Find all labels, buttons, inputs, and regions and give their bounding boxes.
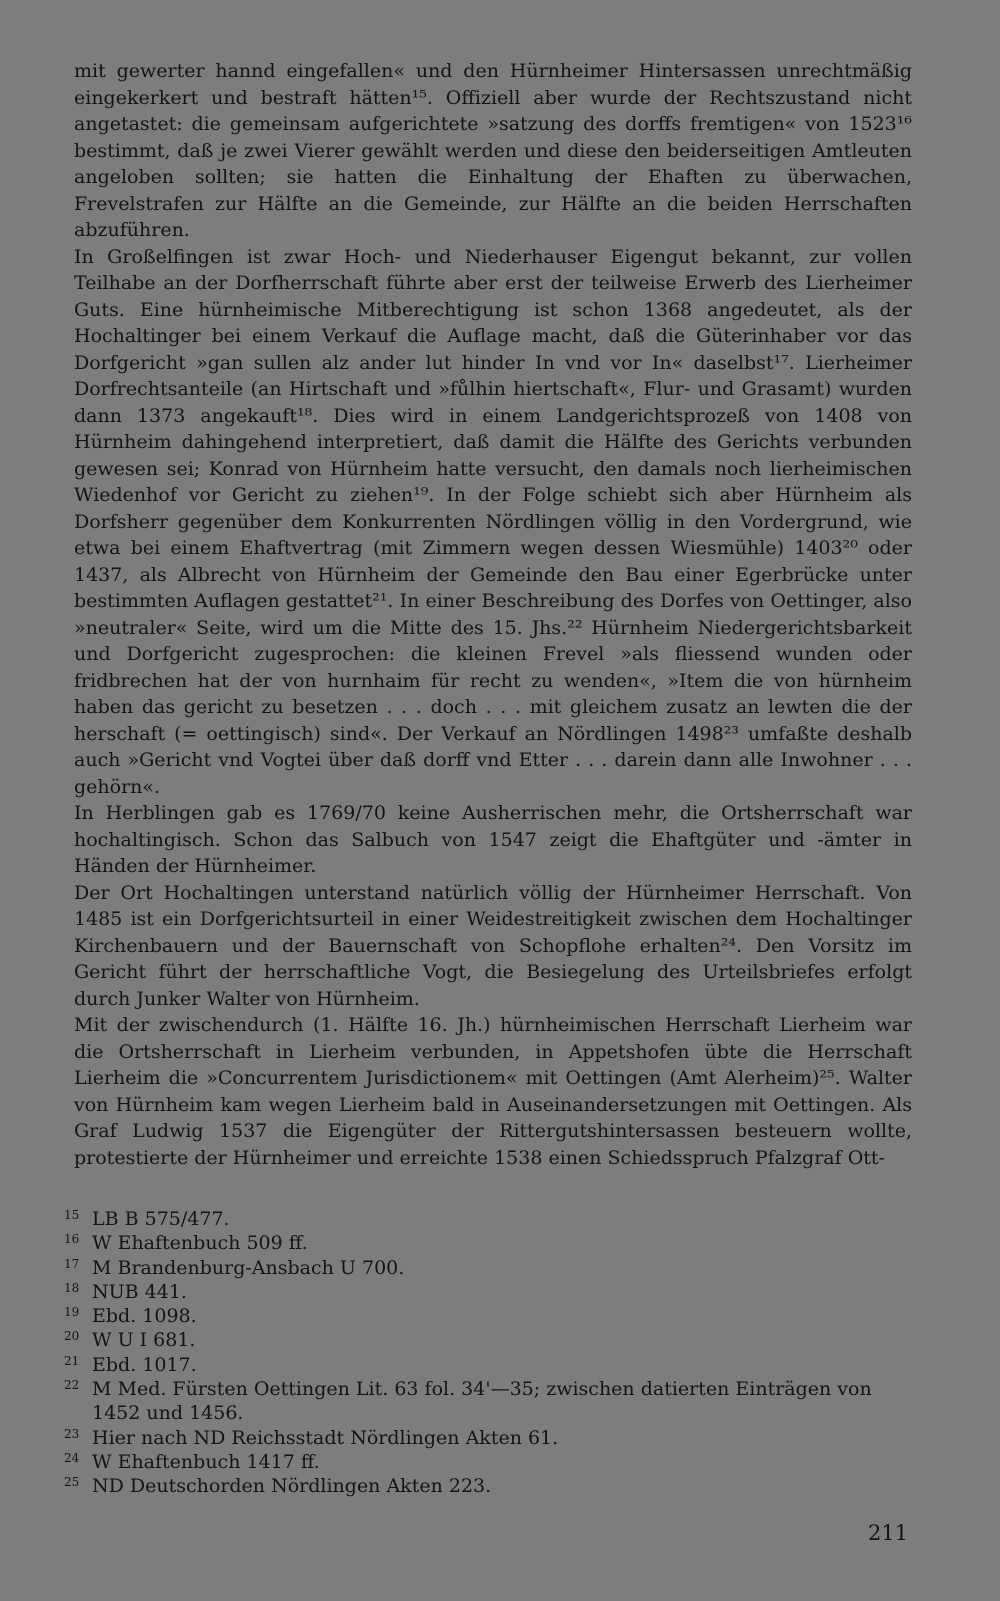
footnote-text: ND Deutschorden Nördlingen Akten 223. [92, 1475, 492, 1498]
footnote-text: Ebd. 1017. [92, 1353, 197, 1376]
footnote: 25 ND Deutschorden Nördlingen Akten 223. [64, 1475, 492, 1498]
footnote-text: W Ehaftenbuch 1417 ff. [92, 1450, 320, 1473]
footnote-text: Hier nach ND Reichsstadt Nördlingen Akten 61. [92, 1426, 559, 1449]
footnotes [64, 1207, 912, 1499]
body-text [74, 58, 912, 1171]
footnote-text: Ebd. 1098. [92, 1305, 197, 1328]
footnote: 19 Ebd. 1098. [64, 1305, 197, 1328]
footnote: 16 W Ehaftenbuch 509 ff. [64, 1232, 308, 1255]
paragraph: Der Ort Hochaltingen unterstand natürlich völlig der Hürnheimer Herrschaft. Von 1485 ist ein Dorfgerichtsurteil in einer Weidestreitigkeit zwischen dem Hochaltinger Kirchenbauern und der Bauernschaft von Schopflohe erhalten²⁴. Den Vorsitz im Gericht führt der herrschaftliche Vogt, die Besiegelung des Urteilsbriefes erfolgt durch Junker Walter von Hürnheim. [74, 881, 912, 1010]
paragraph: mit gewerter hannd eingefallen« und den Hürnheimer Hintersassen unrechtmäßig eingekerkert und bestraft hätten¹⁵. Offiziell aber wurde der Rechtszustand nicht angetastet: die gemeinsam aufgerichtete »satzung des dorffs fremtigen« von 1523¹⁶ bestimmt, daß je zwei Vierer gewählt werden und diese den beiderseitigen Amtleuten angeloben sollten; sie hatten die Einhaltung der Ehaften zu überwachen, Frevelstrafen zur Hälfte an die Gemeinde, zur Hälfte an die beiden Herrschaften abzuführen. [74, 60, 912, 241]
paragraph: In Herblingen gab es 1769/70 keine Ausherrischen mehr, die Ortsherrschaft war hochaltingisch. Schon das Salbuch von 1547 zeigt die Ehaftgüter und -ämter in Händen der Hürnheimer. [74, 802, 912, 877]
footnote: 20 W U I 681. [64, 1329, 196, 1352]
footnote: 23 Hier nach ND Reichsstadt Nördlingen Akten 61. [64, 1426, 559, 1449]
footnote: 22 M Med. Fürsten Oettingen Lit. 63 fol. 34'—35; zwischen datierten Einträgen von 1452 und 1456. [64, 1378, 872, 1425]
paragraph: Mit der zwischendurch (1. Hälfte 16. Jh.) hürnheimischen Herrschaft Lierheim war die Ortsherrschaft in Lierheim verbunden, in Appetshofen übte die Herrschaft Lierheim die »Concurrentem Jurisdictionem« mit Oettingen (Amt Alerheim)²⁵. Walter von Hürnheim kam wegen Lierheim bald in Auseinandersetzungen mit Oettingen. Als Graf Ludwig 1537 die Eigengüter der Rittergutshintersassen besteuern wollte, protestierte der Hürnheimer und erreichte 1538 einen Schiedsspruch Pfalzgraf Ott- [74, 1014, 912, 1169]
footnote: 21 Ebd. 1017. [64, 1353, 197, 1376]
footnote-text: W Ehaftenbuch 509 ff. [92, 1232, 308, 1255]
footnote-text: LB B 575/477. [92, 1208, 230, 1230]
footnote-text: M Brandenburg-Ansbach U 700. [92, 1256, 405, 1279]
footnote-text: W U I 681. [92, 1329, 196, 1352]
paragraph: In Großelfingen ist zwar Hoch- und Niederhauser Eigengut bekannt, zur vollen Teilhabe an der Dorfherrschaft führte aber erst der teilweise Erwerb des Lierheimer Guts. Eine hürnheimische Mitberechtigung ist schon 1368 angedeutet, als der Hochaltinger bei einem Verkauf die Auflage macht, daß die Güterinhaber vor das Dorfgericht »gan sullen alz ander lut hinder In vnd vor In« daselbst¹⁷. Lierheimer Dorfrechtsanteile (an Hirtschaft und »fůlhin hiertschaft«, Flur- und Grasamt) wurden dann 1373 angekauft¹⁸. Dies wird in einem Landgerichtsprozeß von 1408 von Hürnheim dahingehend interpretiert, daß damit die Hälfte des Gerichts verbunden gewesen sei; Konrad von Hürnheim hatte versucht, den damals noch lierheimischen Wiedenhof vor Gericht zu ziehen¹⁹. In der Folge schiebt sich aber Hürnheim als Dorfsherr gegenüber dem Konkurrenten Nördlingen völlig in den Vordergrund, wie etwa bei einem Ehaftvertrag (mit Zimmern wegen dessen Wiesmühle) 1403²⁰ oder 1437, als Albrecht von Hürnheim der Gemeinde den Bau einer Egerbrücke unter bestimmten Auflagen gestattet²¹. In einer Beschreibung des Dorfes von Oettinger, also »neutraler« Seite, wird um die Mitte des 15. Jhs.²² Hürnheim Niedergerichtsbarkeit und Dorfgericht zugesprochen: die kleinen Frevel »als fliessend wunden oder fridbrechen hat der von hurnhaim für recht zu wenden«, »Item die von hürnheim haben das gericht zu besetzen . . . doch . . . mit gleichem zusatz an lewten die der herschaft (= oettingisch) sind«. Der Verkauf an Nördlingen 1498²³ umfaßte deshalb auch »Gericht vnd Vogtei über daß dorff vnd Etter . . . darein dann alle Inwohner . . . gehörn«. [74, 245, 912, 798]
footnote-text: M Med. Fürsten Oettingen Lit. 63 fol. 34'—35; zwischen datierten Einträgen von 1452 und 1456. [92, 1378, 872, 1425]
footnote: 24 W Ehaftenbuch 1417 ff. [64, 1450, 320, 1473]
footnote: 17 M Brandenburg-Ansbach U 700. [64, 1256, 405, 1279]
footnote: 15 LB B 575/477. [64, 1208, 230, 1230]
page-number: 211 [868, 1521, 909, 1545]
page-body [74, 58, 912, 1171]
footnote: 18 NUB 441. [64, 1280, 187, 1303]
footnote-text: NUB 441. [92, 1280, 187, 1303]
